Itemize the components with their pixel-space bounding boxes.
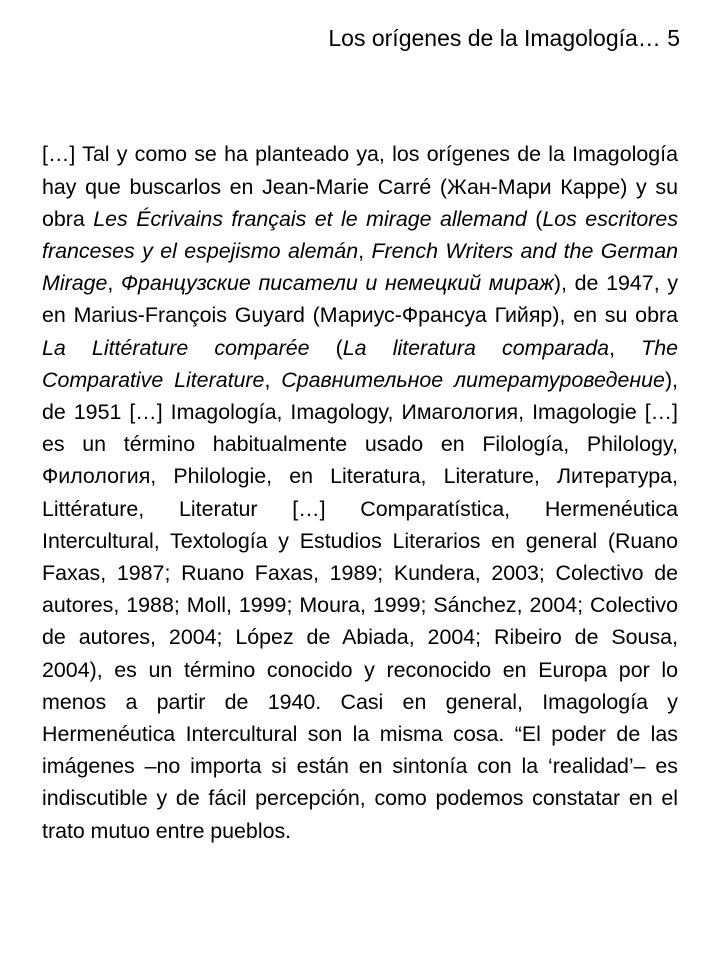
text-run: ), de 1947, y en Marius-François Guyard (Мариус-Франсуа Гийяр), en su obra [42,271,679,328]
text-run: ), de 1951 […] Imagología, Imagology, Имагология, Imagologie […] es un término habitualmente usado en Filología, Philology, Филология, Philologie, en Literatura, Literature, Литература, Littérature, Literatur […] Comparatística, Hermenéutica Intercultural, Textología y Estudios Literarios en general (Ruano Faxas, 1987; Ruano Faxas, 1989; Kundera, 2003; Colectivo de autores, 1988; Moll, 1999; Moura, 1999; Sánchez, 2004; Colectivo de autores, 2004; López de Abiada, 2004; Ribeiro de Sousa, 2004), es un término conocido y reconocido en Europa por lo menos a partir de 1940. Casi en general, Imagología y Hermenéutica Intercultural son la misma cosa. “El poder de las imágenes –no importa si están en sintonía con la ‘realidad’– es indiscutible y de fácil percepción, como podemos constatar en el trato mutuo entre pueblos. [42,367,679,843]
running-header [328,22,680,54]
italic-title-los-escritores: Los escritores franceses y el espejismo alemán [42,206,679,263]
text-run: , [358,239,372,263]
italic-title-french-writers: French Writers and the German Mirage [42,239,679,296]
header-title: Los orígenes de la Imagología… [328,25,661,51]
text-run: , [107,271,122,296]
italic-title-la-literatura: La literatura comparada [342,335,610,360]
text-run: ( [309,335,343,360]
italic-title-les-ecrivains: Les Écrivains français et le mirage allemand [93,206,527,231]
italic-title-comparative-literature: The Comparative Literature [42,335,678,392]
text-run: […] Tal y como se ha planteado ya, los orígenes de la Imagología hay que buscarlos en Jean-Marie Carré (Жан-Мари Карре) y su obra [42,142,678,231]
page-number: 5 [667,25,680,51]
body-paragraph [42,138,678,846]
text-run: , [609,335,642,360]
italic-title-la-litterature: La Littérature comparée [42,335,310,360]
italic-title-russian-writers: Французские писатели и немецкий мираж [121,271,554,296]
text-run: ( [526,206,543,231]
text-run: , [264,367,282,392]
italic-title-russian-comparative: Сравнительное литературоведение [281,367,665,392]
